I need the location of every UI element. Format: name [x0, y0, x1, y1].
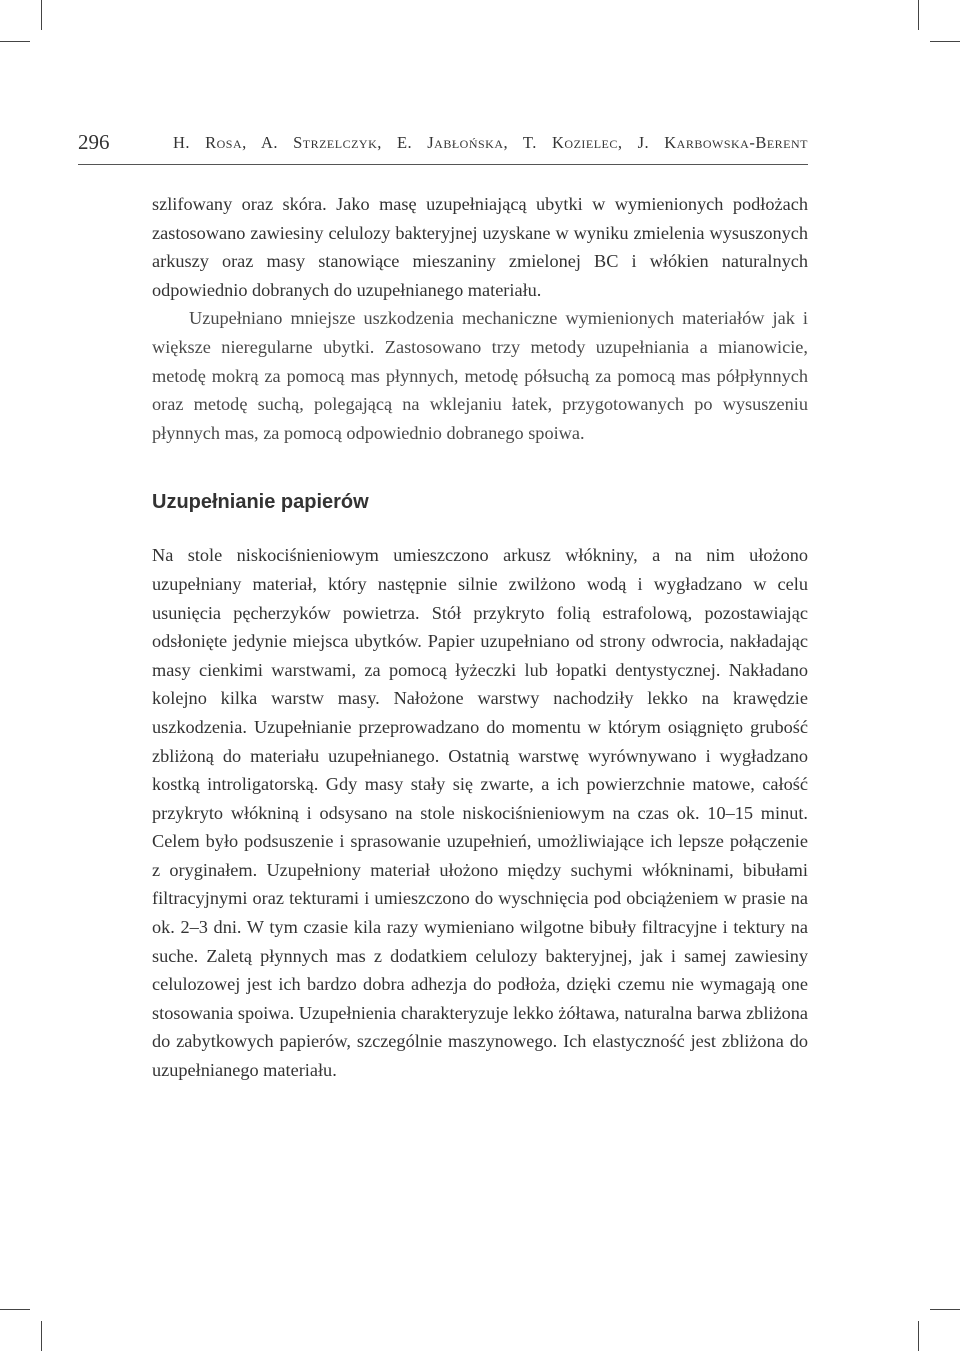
crop-mark-bottom-right-vertical — [918, 1321, 919, 1351]
crop-mark-top-right-horizontal — [930, 41, 960, 42]
crop-mark-top-right-vertical — [918, 0, 919, 30]
crop-mark-bottom-left-vertical — [41, 1321, 42, 1351]
page-number: 296 — [78, 130, 110, 154]
page-header — [78, 128, 808, 165]
page-content — [152, 190, 808, 1085]
paragraph-continuation: szlifowany oraz skóra. Jako masę uzupełniającą ubytki w wymienionych podłożach zastosowano zawiesiny celulozy bakteryjnej uzyskane w wyniku zmielenia wysuszonych arkuszy oraz masy stanowiące mieszaniny zmielonej BC i włókien naturalnych odpowiednio dobranych do uzupełnianego materiału. — [152, 194, 808, 300]
section-heading: Uzupełnianie papierów — [152, 491, 369, 514]
crop-mark-bottom-right-horizontal — [930, 1309, 960, 1310]
crop-mark-top-left-horizontal — [0, 41, 30, 42]
crop-mark-bottom-left-horizontal — [0, 1309, 30, 1310]
paragraph-paper-filling: Na stole niskociśnieniowym umieszczono arkusz włókniny, a na nim ułożono uzupełniany materiał, który następnie silnie zwilżono wodą i wygładzano w celu usunięcia pęcherzyków powietrza. Stół przykryto folią estrafolową, pozostawiając odsłonięte jedynie miejsca ubytków. Papier uzupełniano od strony odwrocia, nakładając masy cienkimi warstwami, za pomocą łyżeczki lub łopatki dentystycznej. Nakładano kolejno kilka warstw masy. Nałożone warstwy nachodziły lekko na krawędzie uszkodzenia. Uzupełnianie przeprowadzano do momentu w którym osiągnięto grubość zbliżoną do materiału uzupełnianego. Ostatnią warstwę wyrównywano i wygładzano kostką introligatorską. Gdy masy stały się zwarte, a ich powierzchnie matowe, całość przykryto włókniną i odsysano na stole niskociśnieniowym na czas ok. 10–15 minut. Celem było podsuszenie i sprasowanie uzupełnień, umożliwiające ich lepsze połączenie z oryginałem. Uzupełniony materiał ułożono między suchymi włókninami, bibułami filtracyjnymi oraz tekturami i umieszczono do wyschnięcia pod obciążeniem w prasie na ok. 2–3 dni. W tym czasie kila razy wymieniano wilgotne bibuły filtracyjne i tektury na suche. Zaletą płynnych mas z dodatkiem celulozy bakteryjnej, jak i samej zawiesiny celulozowej jest ich bardzo dobra adhezja do podłoża, dzięki czemu nie wymagają one stosowania spoiwa. Uzupełnienia charakteryzuje lekko żółtawa, naturalna barwa zbliżona do zabytkowych papierów, szczególnie maszynowego. Ich elastyczność jest zbliżona do uzupełnianego materiału. — [152, 545, 808, 1081]
running-head-authors: H. Rosa, A. Strzelczyk, E. Jabłońska, T. Kozielec, J. Karbowska-Berent — [173, 133, 808, 152]
crop-mark-top-left-vertical — [41, 0, 42, 30]
paragraph-repair-methods: Uzupełniano mniejsze uszkodzenia mechaniczne wymienionych materiałów jak i większe nieregularne ubytki. Zastosowano trzy metody uzupełniania a mianowicie, metodę mokrą za pomocą mas płynnych, metodę półsuchą za pomocą mas półpłynnych oraz metodę suchą, polegającą na wklejaniu łatek, przygotowanych po wysuszeniu płynnych mas, za pomocą odpowiednio dobranego spoiwa. — [152, 308, 808, 443]
